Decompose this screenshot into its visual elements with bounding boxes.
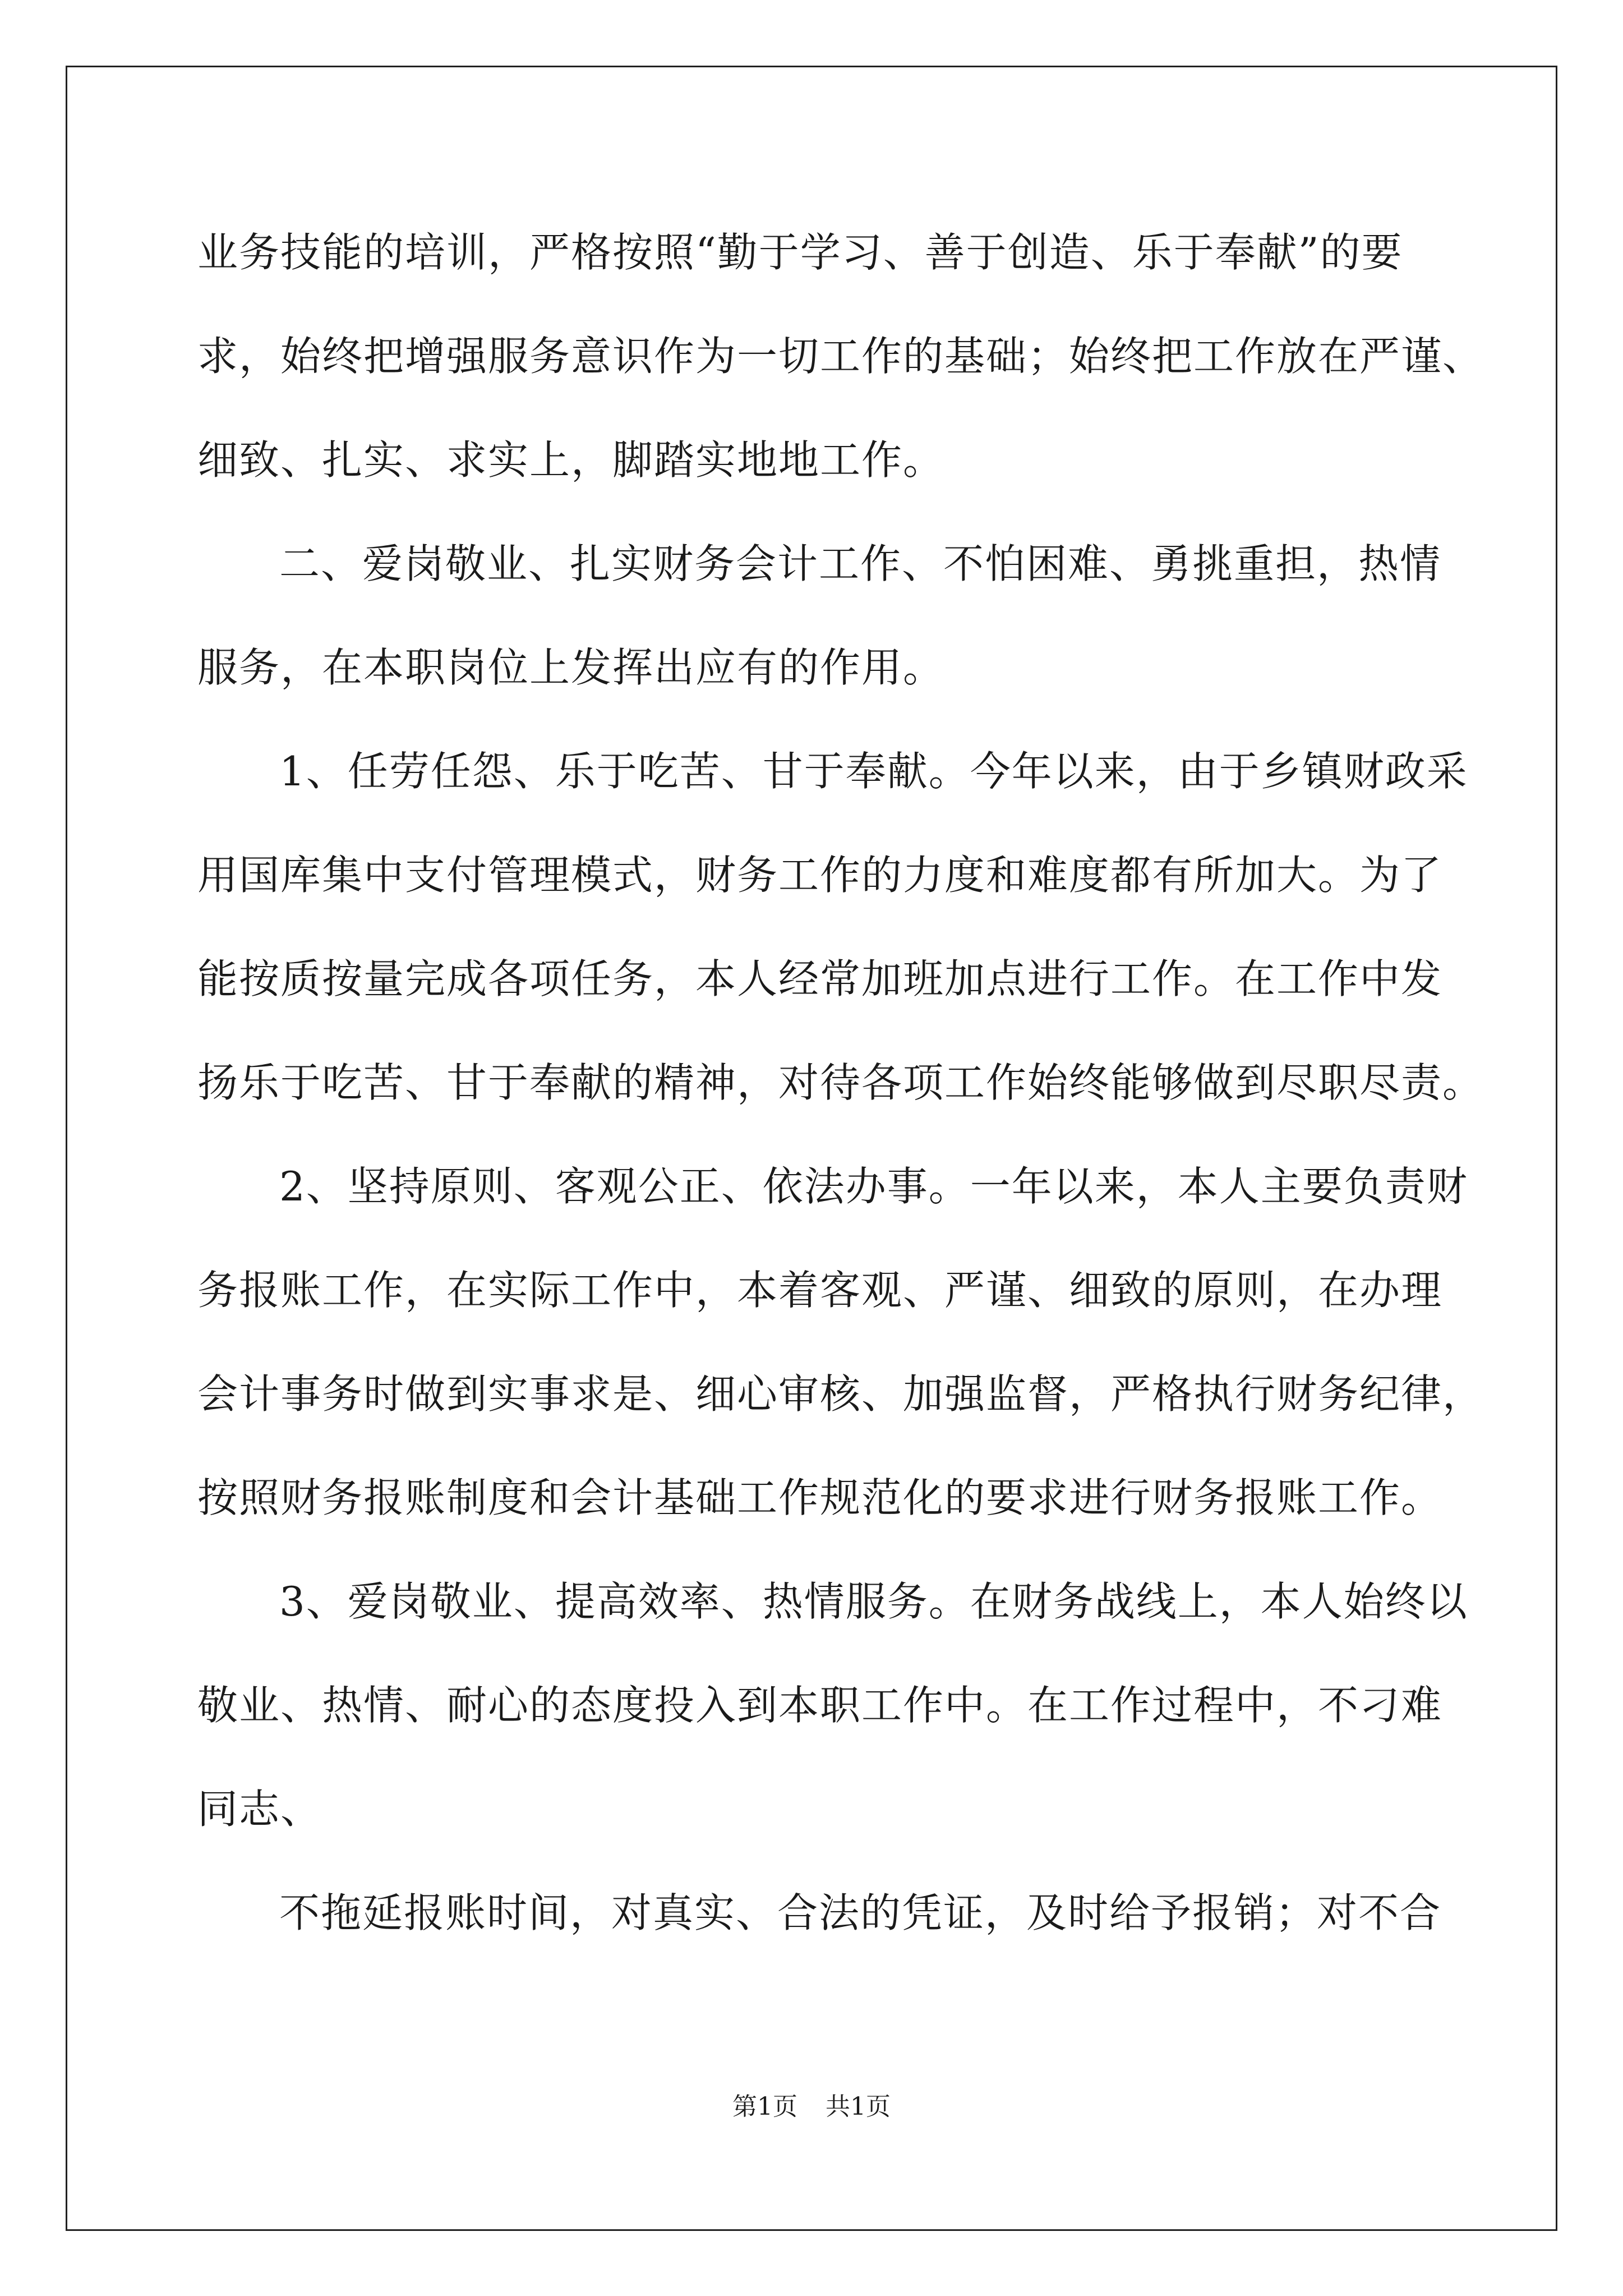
text-line: 二、爱岗敬业、扎实财务会计工作、不怕困难、勇挑重担，热情 bbox=[279, 540, 1442, 587]
text-line: 能按质按量完成各项任务，本人经常加班加点进行工作。在工作中发 bbox=[197, 955, 1443, 1002]
text-line: 3、爱岗敬业、提高效率、热情服务。在财务战线上，本人始终以 bbox=[279, 1578, 1468, 1625]
page-footer bbox=[0, 2090, 1623, 2124]
text-line: 2、坚持原则、客观公正、依法办事。一年以来，本人主要负责财 bbox=[279, 1163, 1468, 1210]
text-line: 会计事务时做到实事求是、细心审核、加强监督，严格执行财务纪律， bbox=[197, 1370, 1484, 1418]
text-line: 求，始终把增强服务意识作为一切工作的基础；始终把工作放在严谨、 bbox=[197, 333, 1484, 380]
text-line: 服务，在本职岗位上发挥出应有的作用。 bbox=[197, 644, 945, 691]
text-line: 细致、扎实、求实上，脚踏实地地工作。 bbox=[197, 436, 945, 484]
text-line: 同志、 bbox=[197, 1786, 322, 1833]
text-line: 务报账工作，在实际工作中，本着客观、严谨、细致的原则，在办理 bbox=[197, 1267, 1443, 1314]
text-line: 不拖延报账时间，对真实、合法的凭证，及时给予报销；对不合 bbox=[279, 1889, 1442, 1936]
text-line: 扬乐于吃苦、甘于奉献的精神，对待各项工作始终能够做到尽职尽责。 bbox=[197, 1059, 1484, 1106]
document-body bbox=[197, 210, 1484, 1975]
text-line: 1、任劳任怨、乐于吃苦、甘于奉献。今年以来，由于乡镇财政采 bbox=[279, 748, 1468, 795]
page-number-current: 第1页 bbox=[732, 2092, 797, 2121]
text-line: 按照财务报账制度和会计基础工作规范化的要求进行财务报账工作。 bbox=[197, 1474, 1443, 1521]
text-line: 敬业、热情、耐心的态度投入到本职工作中。在工作过程中，不刁难 bbox=[197, 1682, 1443, 1729]
page-number-total: 共1页 bbox=[826, 2092, 891, 2121]
text-line: 用国库集中支付管理模式，财务工作的力度和难度都有所加大。为了 bbox=[197, 852, 1443, 899]
text-line: 业务技能的培训，严格按照“勤于学习、善于创造、乐于奉献”的要 bbox=[197, 229, 1403, 276]
